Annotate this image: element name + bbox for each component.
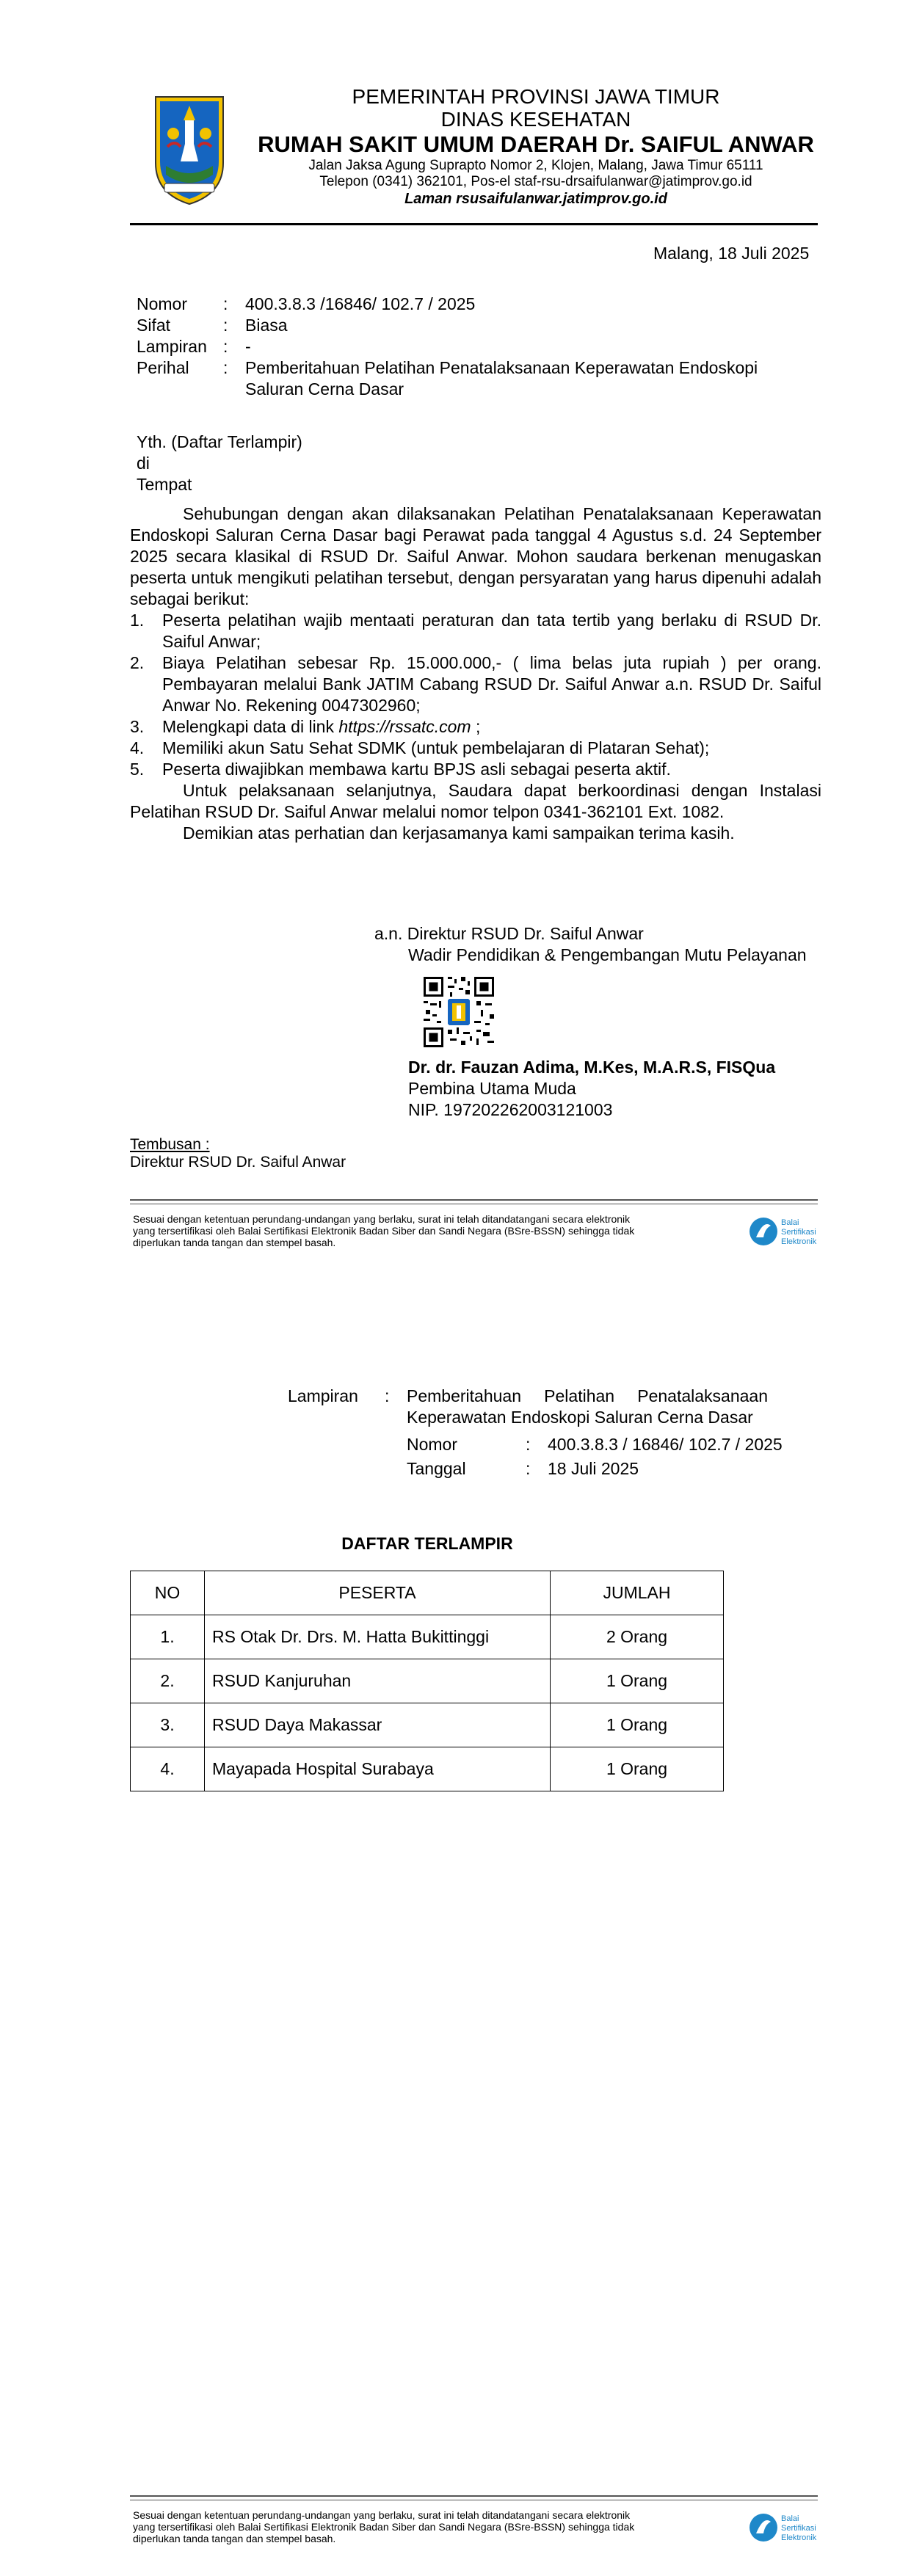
meta-colon: :: [223, 316, 228, 335]
hospital-name: RUMAH SAKIT UMUM DAERAH Dr. SAIFUL ANWAR: [258, 131, 814, 157]
meta-colon: :: [223, 294, 228, 313]
attachment-nomor-row: [407, 1434, 783, 1455]
meta-label: Nomor: [137, 294, 188, 313]
table-row: [131, 1703, 724, 1747]
footer-line: Sesuai dengan ketentuan perundang-undangan yang berlaku, surat ini telah ditandatangani secara elektronik: [133, 1213, 631, 1225]
list-item: [130, 738, 821, 759]
footer-line: yang tersertifikasi oleh Balai Sertifikasi Elektronik Badan Siber dan Sandi Negara (BSre-BSSN) sehingga tidak: [133, 2521, 635, 2533]
list-text: [162, 716, 821, 738]
list-item: [130, 716, 821, 738]
list-text: Peserta pelatihan wajib mentaati peraturan dan tata tertib yang berlaku di RSUD Dr. Saiful Anwar;: [162, 611, 821, 651]
east-java-coat-of-arms-icon: [151, 92, 228, 207]
list-item: [130, 610, 821, 652]
footer-line: diperlukan tanda tangan dan stempel basah.: [133, 2533, 336, 2544]
list-number: 3.: [130, 717, 145, 736]
signature-on-behalf: a.n. Direktur RSUD Dr. Saiful Anwar: [374, 924, 644, 943]
cell-no: 3.: [131, 1703, 205, 1747]
footer-line: diperlukan tanda tangan dan stempel basah.: [133, 1237, 336, 1248]
meta-label: Lampiran: [137, 337, 207, 356]
letter-meta: [137, 294, 774, 400]
qr-code-icon: [421, 975, 496, 1049]
recipient-line: Tempat: [137, 475, 192, 494]
list-text-post: ;: [471, 717, 481, 736]
letterhead: [242, 85, 830, 208]
meta-value: -: [245, 337, 251, 356]
meta-value: 400.3.8.3 /16846/ 102.7 / 2025: [245, 294, 476, 313]
meta-value: Biasa: [245, 316, 288, 335]
body-followup: Untuk pelaksanaan selanjutnya, Saudara dapat berkoordinasi dengan Instalasi Pelatihan RSUD Dr. Saiful Anwar melalui nomor telpon 0341-362101 Ext. 1082.: [130, 781, 821, 821]
meta-label: Perihal: [137, 358, 189, 377]
attachment-tanggal-row: [407, 1458, 783, 1480]
attachment-label: Lampiran: [288, 1386, 358, 1405]
bsre-logo-text: Elektronik: [781, 2533, 817, 2542]
recipient-line: di: [137, 454, 150, 473]
signer-block: [408, 1057, 775, 1121]
table-row: [131, 1615, 724, 1659]
signature-position: Wadir Pendidikan & Pengembangan Mutu Pelayanan: [408, 945, 807, 964]
attachment-colon: :: [526, 1459, 531, 1478]
bsre-logo-text: Balai: [781, 2514, 799, 2523]
list-text-pre: Melengkapi data di link: [162, 717, 339, 736]
footer-divider: [130, 2495, 818, 2497]
cell-jumlah: 2 Orang: [551, 1615, 724, 1659]
table-row: [131, 1659, 724, 1703]
meta-label: Sifat: [137, 316, 171, 335]
tembusan-item: Direktur RSUD Dr. Saiful Anwar: [130, 1154, 346, 1171]
list-item: [130, 759, 821, 780]
col-header-peserta: PESERTA: [205, 1571, 551, 1615]
cell-no: 4.: [131, 1747, 205, 1791]
list-number: 5.: [130, 760, 145, 779]
registration-link[interactable]: https://rssatc.com: [338, 717, 471, 736]
gov-name: PEMERINTAH PROVINSI JAWA TIMUR: [352, 85, 720, 108]
cell-peserta: RS Otak Dr. Drs. M. Hatta Bukittinggi: [205, 1615, 551, 1659]
body-closing: Demikian atas perhatian dan kerjasamanya kami sampaikan terima kasih.: [183, 823, 735, 843]
attachment-tanggal-value: 18 Juli 2025: [548, 1459, 639, 1478]
list-number: 4.: [130, 738, 145, 757]
letter-body: [130, 503, 821, 844]
signer-rank: Pembina Utama Muda: [408, 1079, 576, 1098]
recipient-block: [137, 432, 302, 495]
list-text: Peserta diwajibkan membawa kartu BPJS asli sebagai peserta aktif.: [162, 760, 671, 779]
list-number: 1.: [130, 611, 145, 630]
attachment-nomor-value: 400.3.8.3 / 16846/ 102.7 / 2025: [548, 1435, 783, 1454]
recipient-table: [130, 1571, 724, 1791]
table-header-row: [131, 1571, 724, 1615]
list-text: Memiliki akun Satu Sehat SDMK (untuk pembelajaran di Plataran Sehat);: [162, 738, 710, 757]
bsre-logo-text: Sertifikasi: [781, 1228, 816, 1237]
attachment-colon: :: [385, 1386, 390, 1405]
tembusan-title: Tembusan :: [130, 1136, 210, 1153]
cell-peserta: RSUD Daya Makassar: [205, 1703, 551, 1747]
signer-name: Dr. dr. Fauzan Adima, M.Kes, M.A.R.S, FISQua: [408, 1058, 776, 1077]
signature-title: [374, 923, 807, 966]
list-number: 2.: [130, 653, 145, 672]
cell-peserta: RSUD Kanjuruhan: [205, 1659, 551, 1703]
list-title: DAFTAR TERLAMPIR: [341, 1534, 513, 1553]
cell-no: 1.: [131, 1615, 205, 1659]
footer-note: [133, 2509, 742, 2544]
cell-jumlah: 1 Orang: [551, 1703, 724, 1747]
cell-jumlah: 1 Orang: [551, 1747, 724, 1791]
footer-divider: [130, 1199, 818, 1201]
meta-row-perihal: [137, 357, 774, 400]
meta-colon: :: [223, 358, 228, 377]
attachment-subject-row: [288, 1386, 783, 1428]
cell-no: 2.: [131, 1659, 205, 1703]
bsre-logo-text: Balai: [781, 1218, 799, 1227]
letter-date: Malang, 18 Juli 2025: [653, 244, 810, 263]
footer-note: [133, 1213, 742, 1248]
cell-peserta: Mayapada Hospital Surabaya: [205, 1747, 551, 1791]
requirements-list: [130, 610, 821, 780]
hospital-contact: Telepon (0341) 362101, Pos-el staf-rsu-drsaifulanwar@jatimprov.go.id: [319, 174, 752, 189]
attachment-nomor-label: Nomor: [407, 1435, 458, 1454]
attachment-tanggal-label: Tanggal: [407, 1459, 466, 1478]
body-intro: Sehubungan dengan akan dilaksanakan Pelatihan Penatalaksanaan Keperawatan Endoskopi Saluran Cerna Dasar bagi Perawat pada tanggal 4 Agustus s.d. 24 September 2025 secara klasikal di RSUD Dr. Saiful Anwar. Mohon saudara berkenan menugaskan peserta untuk mengikuti pelatihan tersebut, dengan persyaratan yang harus dipenuhi adalah sebagai berikut:: [130, 504, 821, 608]
footer-line: Sesuai dengan ketentuan perundang-undangan yang berlaku, surat ini telah ditandatangani secara elektronik: [133, 2509, 631, 2521]
bsre-logo-icon: [747, 1212, 821, 1251]
table-row: [131, 1747, 724, 1791]
bsre-logo-text: Sertifikasi: [781, 2524, 816, 2533]
signer-nip: NIP. 197202262003121003: [408, 1100, 613, 1119]
attachment-colon: :: [526, 1435, 531, 1454]
meta-row-sifat: [137, 315, 774, 336]
tembusan-block: [130, 1136, 346, 1171]
meta-value: Pemberitahuan Pelatihan Penatalaksanaan Keperawatan Endoskopi Saluran Cerna Dasar: [245, 358, 758, 399]
recipient-line: Yth. (Daftar Terlampir): [137, 432, 302, 451]
col-header-jumlah: JUMLAH: [551, 1571, 724, 1615]
meta-row-nomor: [137, 294, 774, 315]
col-header-no: NO: [131, 1571, 205, 1615]
footer-line: yang tersertifikasi oleh Balai Sertifikasi Elektronik Badan Siber dan Sandi Negara (BSre-BSSN) sehingga tidak: [133, 1225, 635, 1237]
hospital-website[interactable]: Laman rsusaifulanwar.jatimprov.go.id: [404, 191, 667, 207]
letterhead-divider: [130, 223, 818, 225]
agency-name: DINAS KESEHATAN: [440, 108, 631, 131]
attachment-header: [288, 1386, 783, 1480]
list-item: [130, 652, 821, 716]
meta-row-lampiran: [137, 336, 774, 357]
hospital-address: Jalan Jaksa Agung Suprapto Nomor 2, Klojen, Malang, Jawa Timur 65111: [308, 158, 763, 173]
bsre-logo-icon: [747, 2508, 821, 2547]
list-text: Biaya Pelatihan sebesar Rp. 15.000.000,- ( lima belas juta rupiah ) per orang. Pembayaran melalui Bank JATIM Cabang RSUD Dr. Saiful Anwar a.n. RSUD Dr. Saiful Anwar No. Rekening 0047302960;: [162, 653, 821, 715]
bsre-logo-text: Elektronik: [781, 1237, 817, 1246]
meta-colon: :: [223, 337, 228, 356]
attachment-subject: Pemberitahuan Pelatihan Penatalaksanaan Keperawatan Endoskopi Saluran Cerna Dasar: [407, 1386, 768, 1427]
cell-jumlah: 1 Orang: [551, 1659, 724, 1703]
